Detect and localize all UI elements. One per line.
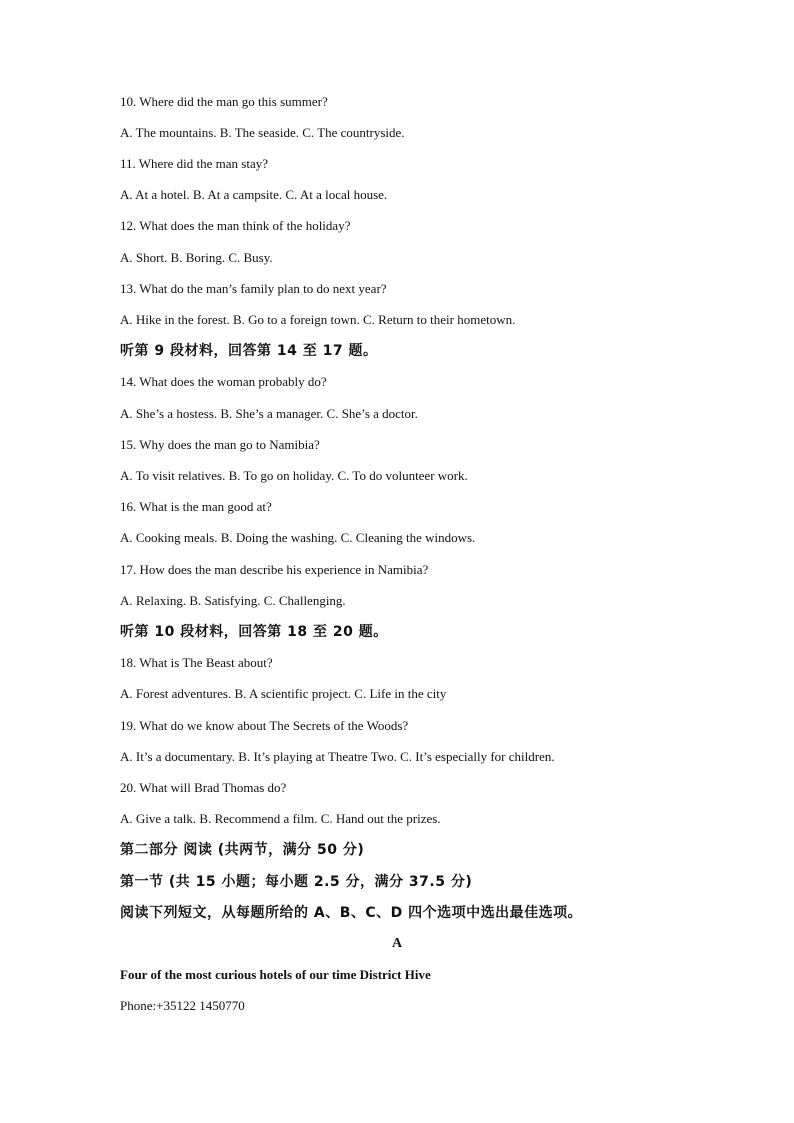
passage-title: Four of the most curious hotels of our time District Hive	[120, 967, 431, 982]
question-15: 15. Why does the man go to Namibia?	[120, 437, 320, 452]
question-14: 14. What does the woman probably do?	[120, 374, 327, 389]
question-13: 13. What do the man’s family plan to do next year?	[120, 281, 387, 296]
section-heading-10: 听第 10 段材料，回答第 18 至 20 题。	[120, 624, 388, 640]
options-15: A. To visit relatives. B. To go on holiday. C. To do volunteer work.	[120, 468, 468, 483]
question-11: 11. Where did the man stay?	[120, 156, 269, 171]
options-16: A. Cooking meals. B. Doing the washing. C. Cleaning the windows.	[120, 530, 476, 545]
question-19: 19. What do we know about The Secrets of the Woods?	[120, 718, 409, 733]
options-10: A. The mountains. B. The seaside. C. The countryside.	[120, 125, 405, 140]
options-12: A. Short. B. Boring. C. Busy.	[120, 250, 273, 265]
question-12: 12. What does the man think of the holiday?	[120, 218, 351, 233]
section-heading-9: 听第 9 段材料，回答第 14 至 17 题。	[120, 343, 378, 359]
passage-letter: A	[391, 936, 403, 951]
part-two-heading: 第二部分 阅读 (共两节，满分 50 分)	[120, 842, 365, 858]
section-one-heading: 第一节 (共 15 小题；每小题 2.5 分，满分 37.5 分)	[120, 874, 473, 890]
question-16: 16. What is the man good at?	[120, 499, 272, 514]
question-18: 18. What is The Beast about?	[120, 655, 273, 670]
phone-line: Phone:+35122 1450770	[120, 998, 245, 1013]
reading-instructions: 阅读下列短文，从每题所给的 A、B、C、D 四个选项中选出最佳选项。	[120, 905, 583, 921]
options-11: A. At a hotel. B. At a campsite. C. At a local house.	[120, 187, 388, 202]
options-14: A. She’s a hostess. B. She’s a manager. C. She’s a doctor.	[120, 406, 418, 421]
options-17: A. Relaxing. B. Satisfying. C. Challenging.	[120, 593, 346, 608]
question-10: 10. Where did the man go this summer?	[120, 94, 328, 109]
options-18: A. Forest adventures. B. A scientific project. C. Life in the city	[120, 686, 447, 701]
options-13: A. Hike in the forest. B. Go to a foreign town. C. Return to their hometown.	[120, 312, 516, 327]
question-20: 20. What will Brad Thomas do?	[120, 780, 287, 795]
options-20: A. Give a talk. B. Recommend a film. C. Hand out the prizes.	[120, 811, 441, 826]
question-17: 17. How does the man describe his experience in Namibia?	[120, 562, 429, 577]
options-19: A. It’s a documentary. B. It’s playing at Theatre Two. C. It’s especially for children.	[120, 749, 555, 764]
